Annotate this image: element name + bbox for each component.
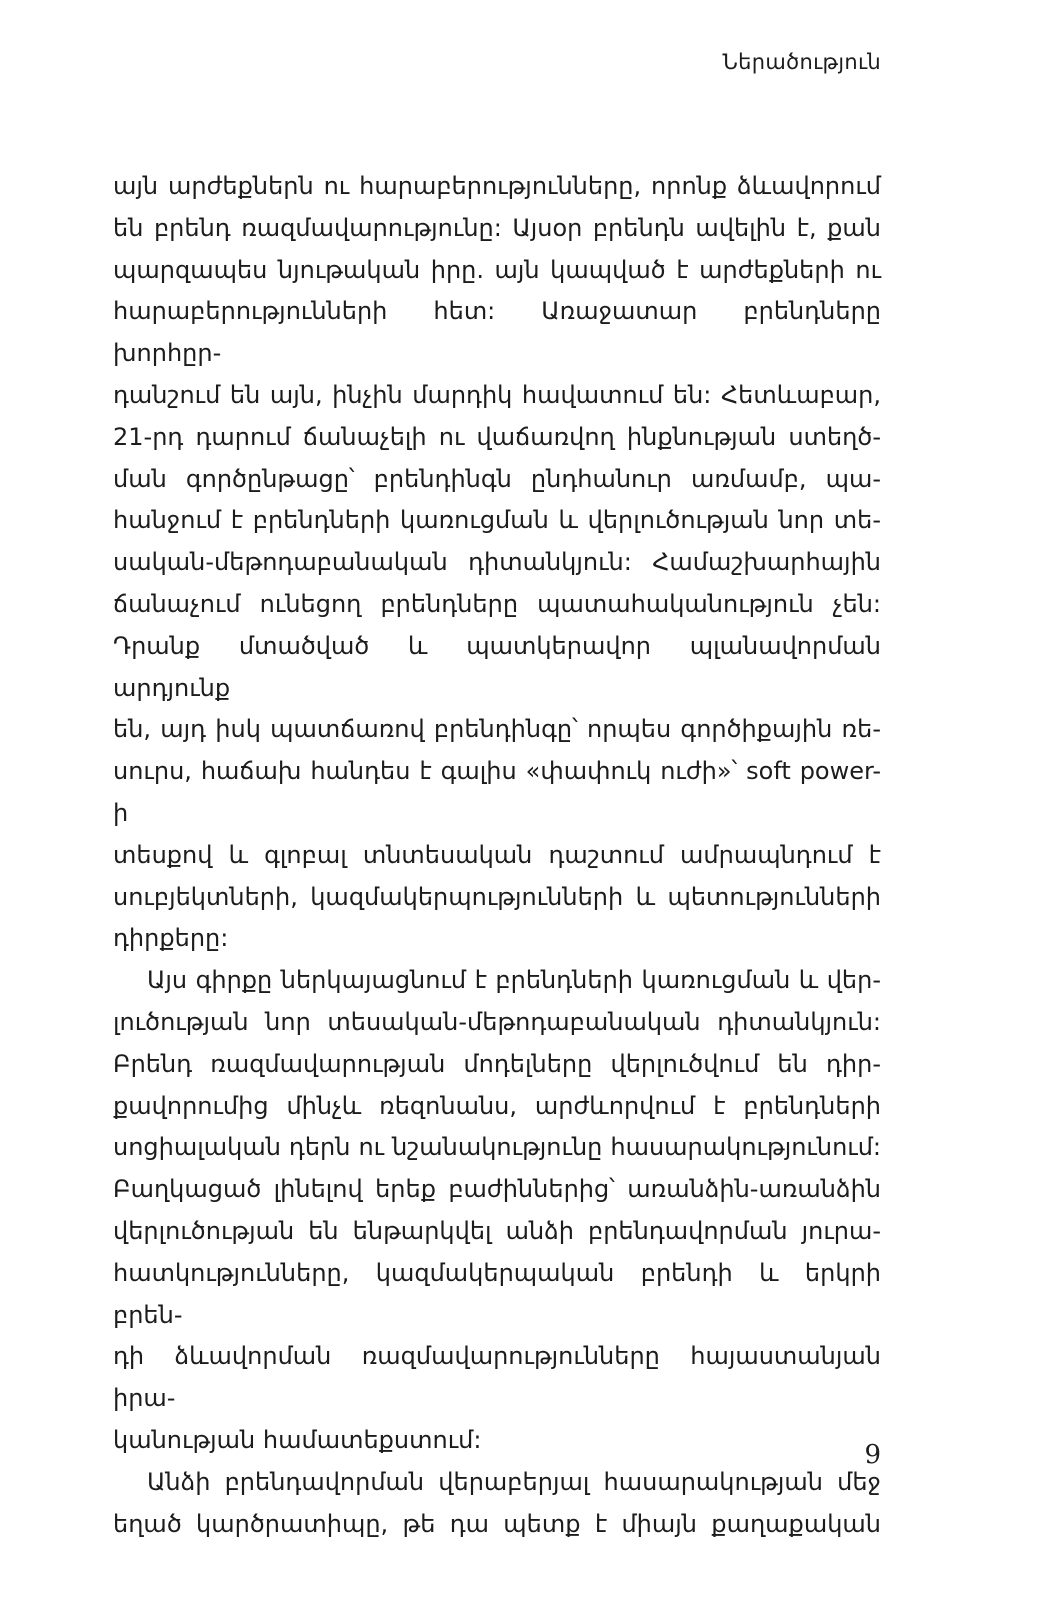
text-line: Դրանք մտածված և պատկերավոր պլանավորման արդյունք <box>113 631 881 702</box>
text-line: հարաբերությունների հետ: Առաջատար բրենդները խորհըր- <box>113 297 881 368</box>
text-line: 21-րդ դարում ճանաչելի ու վաճառվող ինքնության ստեղծ- <box>113 422 881 451</box>
paragraph <box>113 1462 881 1546</box>
text-line: պարզապես նյութական իրը. այն կապված է արժեքների ու <box>113 255 881 284</box>
text-line: դիրքերը: <box>113 924 229 953</box>
text-line: Բաղկացած լինելով երեք բաժիններից՝ առանձին-առանձին <box>113 1175 881 1204</box>
text-line: սական-մեթոդաբանական դիտանկյուն: Համաշխարհային <box>113 548 881 577</box>
paragraph <box>113 166 881 960</box>
text-line: ճանաչում ունեցող բրենդները պատահականություն չեն: <box>113 589 881 618</box>
text-line: են, այդ իսկ պատճառով բրենդինգը՝ որպես գործիքային ռե- <box>113 715 881 744</box>
body-text <box>113 166 881 1545</box>
text-line: սուբյեկտների, կազմակերպությունների և պետությունների <box>113 882 881 911</box>
text-line: եղած կարծրատիպը, թե դա պետք է միայն քաղաքական <box>113 1509 881 1538</box>
text-line: սուրս, հաճախ հանդես է գալիս «փափուկ ուժի»՝ soft power-ի <box>113 757 881 827</box>
text-line: տեսքով և գլոբալ տնտեսական դաշտում ամրապնդում է <box>113 840 881 869</box>
text-line: դի ձևավորման ռազմավարությունները հայաստանյան իրա- <box>113 1342 881 1413</box>
text-line: Այս գիրքը ներկայացնում է բրենդների կառուցման և վեր- <box>147 966 881 995</box>
text-line: դանշում են այն, ինչին մարդիկ հավատում են: Հետևաբար, <box>113 380 881 409</box>
text-line: այն արժեքներն ու հարաբերությունները, որոնք ձևավորում <box>113 172 881 200</box>
text-line: վերլուծության են ենթարկվել անձի բրենդավորման յուրա- <box>113 1216 881 1245</box>
text-line: ման գործընթացը՝ բրենդինգն ընդհանուր առմամբ, պա- <box>113 464 881 493</box>
text-line: քավորումից մինչև ռեզոնանս, արժևորվում է բրենդների <box>113 1091 881 1120</box>
text-line: հանջում է բրենդների կառուցման և վերլուծության նոր տե- <box>113 506 881 535</box>
page-number: 9 <box>864 1440 881 1470</box>
text-line: են բրենդ ռազմավարությունը: Այսօր բրենդն ավելին է, քան <box>113 213 881 242</box>
text-line: հատկությունները, կազմակերպական բրենդի և երկրի բրեն- <box>113 1258 881 1329</box>
text-line: կանության համատեքստում: <box>113 1425 482 1454</box>
text-line: Բրենդ ռազմավարության մոդելները վերլուծվում են դիր- <box>113 1049 881 1078</box>
text-line: սոցիալական դերն ու նշանակությունը հասարակությունում: <box>113 1133 881 1162</box>
paragraph <box>113 960 881 1462</box>
text-line: լուծության նոր տեսական-մեթոդաբանական դիտանկյուն: <box>113 1007 881 1036</box>
text-line: Անձի բրենդավորման վերաբերյալ հասարակության մեջ <box>147 1467 881 1496</box>
running-title: Ներածություն <box>722 50 881 74</box>
